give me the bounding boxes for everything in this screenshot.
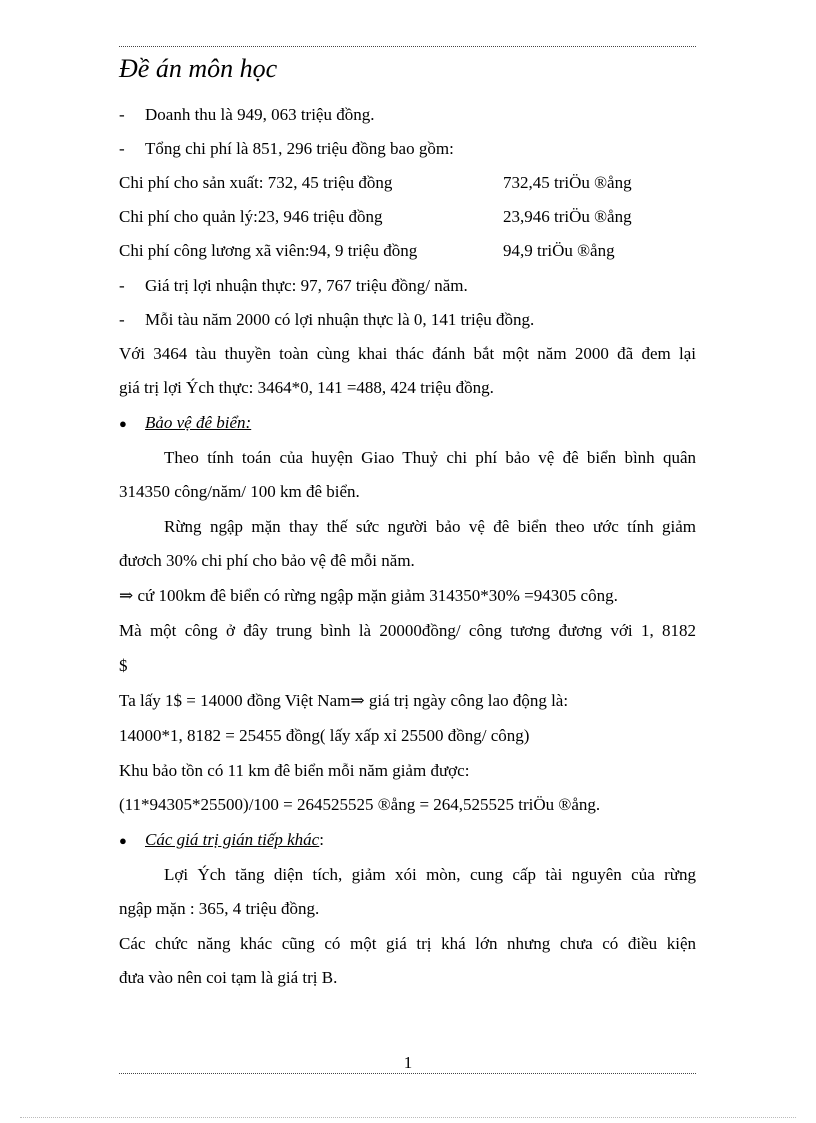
list-item-per-boat xyxy=(119,309,696,331)
section-title-colon: : xyxy=(319,830,324,849)
list-item-profit-value xyxy=(119,275,696,297)
paragraph-line: Mà một công ở đây trung bình là 20000đồng/ công tương đương với 1, 8182 xyxy=(119,621,696,640)
paragraph-line xyxy=(119,585,696,607)
paragraph-line: (11*94305*25500)/100 = 264525525 ®ång = 264,525525 triÖu ®ång. xyxy=(119,795,601,814)
list-item-text: Mỗi tàu năm 2000 có lợi nhuận thực là 0, 141 triệu đồng. xyxy=(145,310,535,329)
paragraph-line: 14000*1, 8182 = 25455 đồng( lấy xấp xỉ 25500 đồng/ công) xyxy=(119,726,530,745)
dash-marker: - xyxy=(119,105,125,124)
cost-row-value: 23,946 triÖu ®ång xyxy=(503,207,632,226)
bullet-icon: ● xyxy=(119,833,127,848)
cost-row-label: Chi phí cho quản lý:23, 946 triệu đồng xyxy=(119,207,383,226)
cost-row-label: Chi phí cho sản xuất: 732, 45 triệu đồng xyxy=(119,173,393,192)
implies-arrow-icon: ⇒ xyxy=(350,691,365,710)
section-title: Bảo vệ đê biển: xyxy=(145,413,252,432)
cost-row-label: Chi phí công lương xã viên:94, 9 triệu đồng xyxy=(119,241,418,260)
footer-rule xyxy=(119,1073,696,1074)
paragraph-line: ngập mặn : 365, 4 triệu đồng. xyxy=(119,899,320,918)
list-item-text: Tổng chi phí là 851, 296 triệu đồng bao gồm: xyxy=(145,139,454,158)
section-heading-indirect-values xyxy=(119,829,696,852)
page-edge-rule xyxy=(20,1117,796,1118)
list-item-text: Giá trị lợi nhuận thực: 97, 767 triệu đồng/ năm. xyxy=(145,276,468,295)
page-number: 1 xyxy=(403,1053,413,1072)
cost-row-value: 732,45 triÖu ®ång xyxy=(503,173,632,192)
paragraph-line: Theo tính toán của huyện Giao Thuỷ chi phí bảo vệ đê biển bình quân xyxy=(164,448,696,467)
section-title: Các giá trị gián tiếp khác xyxy=(145,830,320,849)
header-rule xyxy=(119,46,696,47)
paragraph-text: Ta lấy 1$ = 14000 đồng Việt Nam xyxy=(119,691,351,710)
paragraph-text: giá trị ngày công lao động là: xyxy=(368,691,569,710)
cost-row-value: 94,9 triÖu ®ång xyxy=(503,241,615,260)
paragraph-line: Với 3464 tàu thuyền toàn cùng khai thác đánh bắt một năm 2000 đã đem lại xyxy=(119,344,696,363)
paragraph-line: Khu bảo tồn có 11 km đê biển mỗi năm giảm được: xyxy=(119,761,470,780)
list-item-text: Doanh thu là 949, 063 triệu đồng. xyxy=(145,105,375,124)
paragraph-line: Các chức năng khác cũng có một giá trị khá lớn nhưng chưa có điều kiện xyxy=(119,934,696,953)
paragraph-line: đươch 30% chi phí cho bảo vệ đê mỗi năm. xyxy=(119,551,415,570)
paragraph-line: 314350 công/năm/ 100 km đê biển. xyxy=(119,482,360,501)
paragraph-line xyxy=(119,690,696,712)
page-header-title: Đề án môn học xyxy=(119,54,278,83)
implies-arrow-icon: ⇒ xyxy=(119,586,134,605)
list-item-revenue xyxy=(119,104,696,126)
list-item-total-cost xyxy=(119,138,696,160)
paragraph-line: giá trị lợi Ých thực: 3464*0, 141 =488, 424 triệu đồng. xyxy=(119,378,494,397)
paragraph-text: cứ 100km đê biển có rừng ngập mặn giảm 314350*30% =94305 công. xyxy=(137,586,618,605)
dash-marker: - xyxy=(119,139,125,158)
paragraph-line: $ xyxy=(119,656,128,675)
dash-marker: - xyxy=(119,276,125,295)
paragraph-line: đưa vào nên coi tạm là giá trị B. xyxy=(119,968,338,987)
section-heading-sea-dyke xyxy=(119,412,696,435)
bullet-icon: ● xyxy=(119,416,127,431)
paragraph-line: Lợi Ých tăng diện tích, giảm xói mòn, cung cấp tài nguyên của rừng xyxy=(164,865,696,884)
dash-marker: - xyxy=(119,310,125,329)
paragraph-line: Rừng ngập mặn thay thế sức người bảo vệ đê biển theo ước tính giảm xyxy=(164,517,696,536)
